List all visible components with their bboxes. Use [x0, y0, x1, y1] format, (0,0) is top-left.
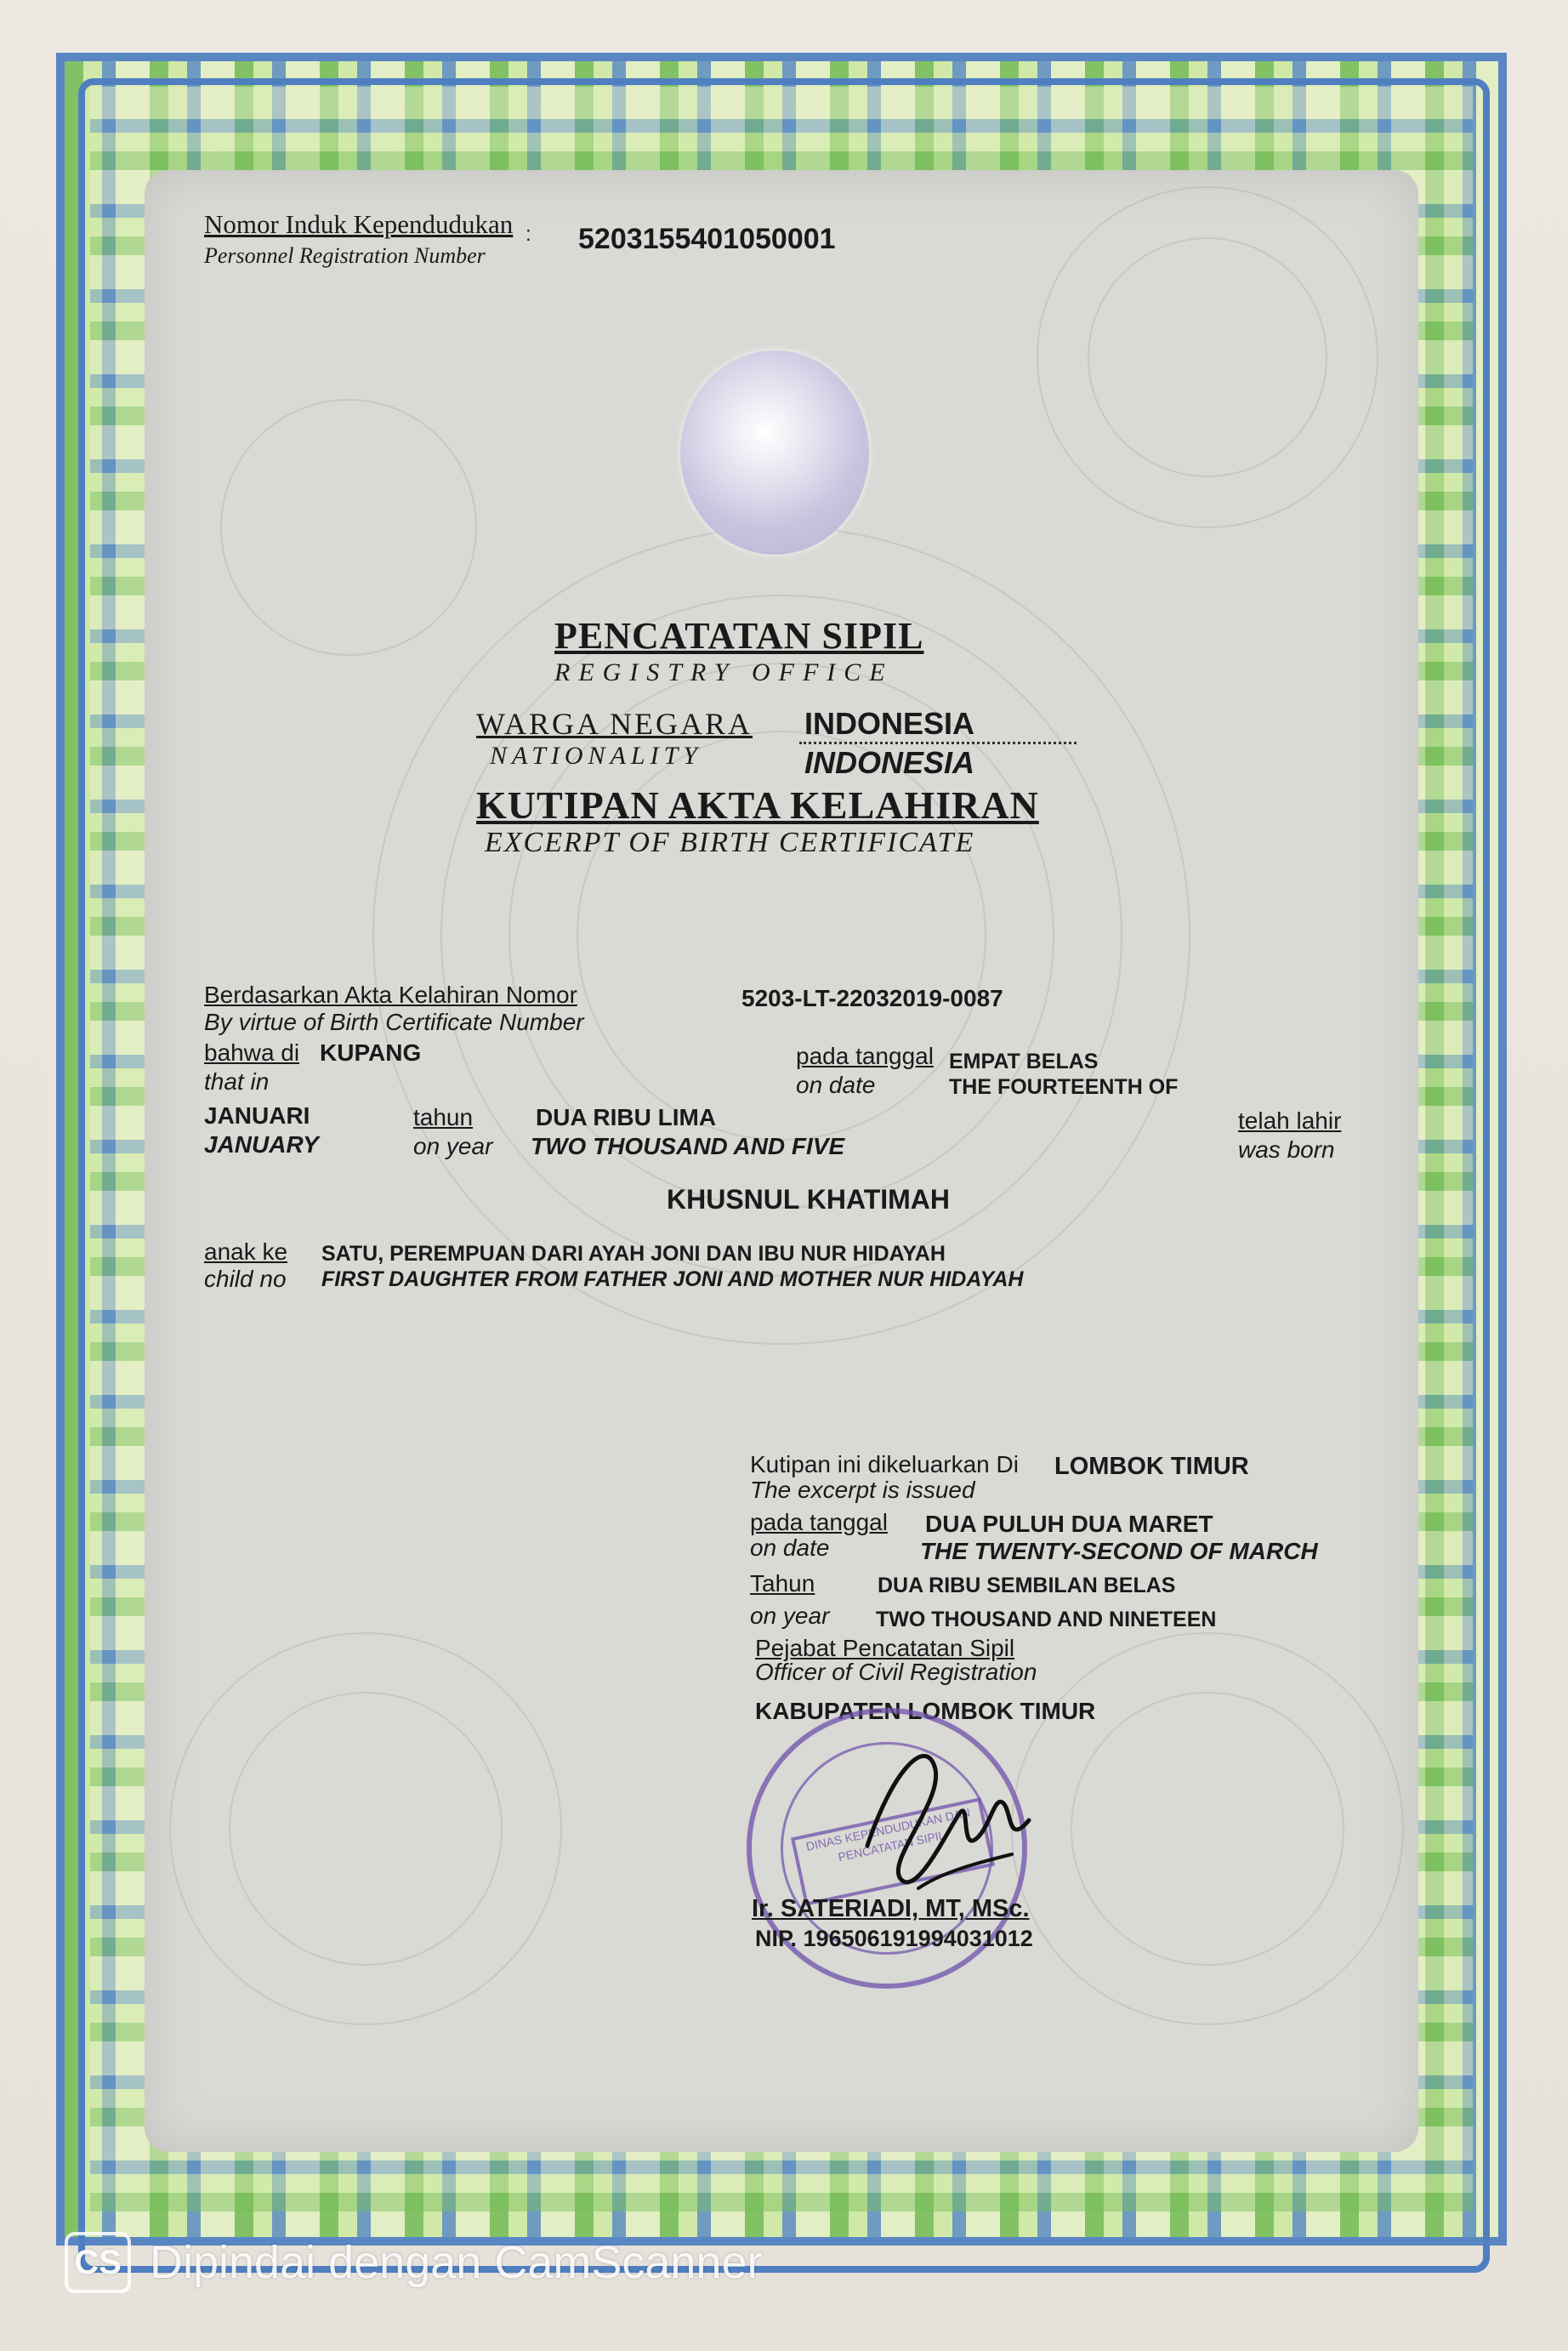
place-label: bahwa di — [204, 1039, 300, 1066]
birth-year-label-en: on year — [413, 1133, 493, 1159]
birth-date-label-en: on date — [796, 1072, 876, 1098]
issue-year-value: DUA RIBU SEMBILAN BELAS — [878, 1574, 1176, 1597]
camscanner-logo-icon: CS — [65, 2232, 131, 2293]
nationality-label: WARGA NEGARA — [476, 707, 753, 741]
nik-value: 5203155401050001 — [578, 223, 836, 255]
birth-year-value: DUA RIBU LIMA — [536, 1104, 717, 1130]
office-title-en: REGISTRY OFFICE — [554, 658, 894, 686]
hologram-seal — [680, 350, 869, 555]
birth-date-label: pada tanggal — [796, 1043, 934, 1069]
issue-year-label: Tahun — [750, 1570, 815, 1597]
nik-label-en: Personnel Registration Number — [204, 243, 486, 268]
child-no-label: anak ke — [204, 1238, 288, 1265]
child-no-value: SATU, PEREMPUAN DARI AYAH JONI DAN IBU NUR HIDAYAH — [321, 1242, 946, 1266]
birth-month: JANUARI — [204, 1102, 310, 1129]
issued-place: LOMBOK TIMUR — [1054, 1453, 1249, 1480]
issue-year-value-en: TWO THOUSAND AND NINETEEN — [876, 1608, 1217, 1631]
nationality-value: INDONESIA — [804, 706, 975, 741]
cert-no-label-en: By virtue of Birth Certificate Number — [204, 1009, 584, 1035]
document-title: KUTIPAN AKTA KELAHIRAN — [476, 783, 1039, 827]
issued-label-en: The excerpt is issued — [750, 1477, 975, 1503]
child-no-label-en: child no — [204, 1266, 287, 1292]
issued-label: Kutipan ini dikeluarkan Di — [750, 1451, 1019, 1477]
officer-name: Ir. SATERIADI, MT, MSc. — [752, 1895, 1030, 1922]
signature — [833, 1718, 1054, 1922]
issue-date-label: pada tanggal — [750, 1509, 888, 1535]
issue-date-value: DUA PULUH DUA MARET — [925, 1511, 1213, 1537]
nationality-label-en: NATIONALITY — [490, 742, 702, 770]
office-title: PENCATATAN SIPIL — [554, 615, 924, 657]
stamp-box-text: DINAS KEPENDUDUKAN DAN PENCATATAN SIPIL — [791, 1797, 995, 1906]
nik-label: Nomor Induk Kependudukan — [204, 209, 514, 239]
officer-label-en: Officer of Civil Registration — [755, 1659, 1037, 1685]
nationality-value-en: INDONESIA — [804, 745, 975, 780]
watermark-text: Dipindai dengan CamScanner — [150, 2237, 763, 2288]
issue-year-label-en: on year — [750, 1602, 830, 1629]
birth-year-label: tahun — [413, 1104, 474, 1130]
regency-name: KABUPATEN LOMBOK TIMUR — [755, 1698, 1096, 1724]
place-label-en: that in — [204, 1068, 270, 1095]
place-value: KUPANG — [320, 1039, 422, 1066]
cert-no-value: 5203-LT-22032019-0087 — [741, 985, 1003, 1011]
officer-nip: NIP. 196506191994031012 — [755, 1926, 1033, 1951]
birth-month-en: JANUARY — [204, 1131, 319, 1158]
birth-year-value-en: TWO THOUSAND AND FIVE — [531, 1133, 845, 1159]
nationality-dotted-line — [799, 742, 1077, 744]
cert-no-label: Berdasarkan Akta Kelahiran Nomor — [204, 982, 577, 1008]
document-title-en: EXCERPT OF BIRTH CERTIFICATE — [485, 827, 975, 858]
child-no-value-en: FIRST DAUGHTER FROM FATHER JONI AND MOTHER NUR HIDAYAH — [321, 1267, 1024, 1291]
camscanner-watermark — [65, 2229, 762, 2297]
nik-separator: : — [526, 223, 531, 246]
born-label: telah lahir — [1238, 1107, 1342, 1134]
birth-date-value-en: THE FOURTEENTH OF — [949, 1075, 1179, 1099]
child-name: KHUSNUL KHATIMAH — [667, 1184, 951, 1215]
birth-date-value: EMPAT BELAS — [949, 1050, 1099, 1073]
issue-date-value-en: THE TWENTY-SECOND OF MARCH — [920, 1538, 1318, 1564]
born-label-en: was born — [1238, 1136, 1335, 1163]
officer-label: Pejabat Pencatatan Sipil — [755, 1635, 1015, 1661]
issue-date-label-en: on date — [750, 1534, 830, 1561]
